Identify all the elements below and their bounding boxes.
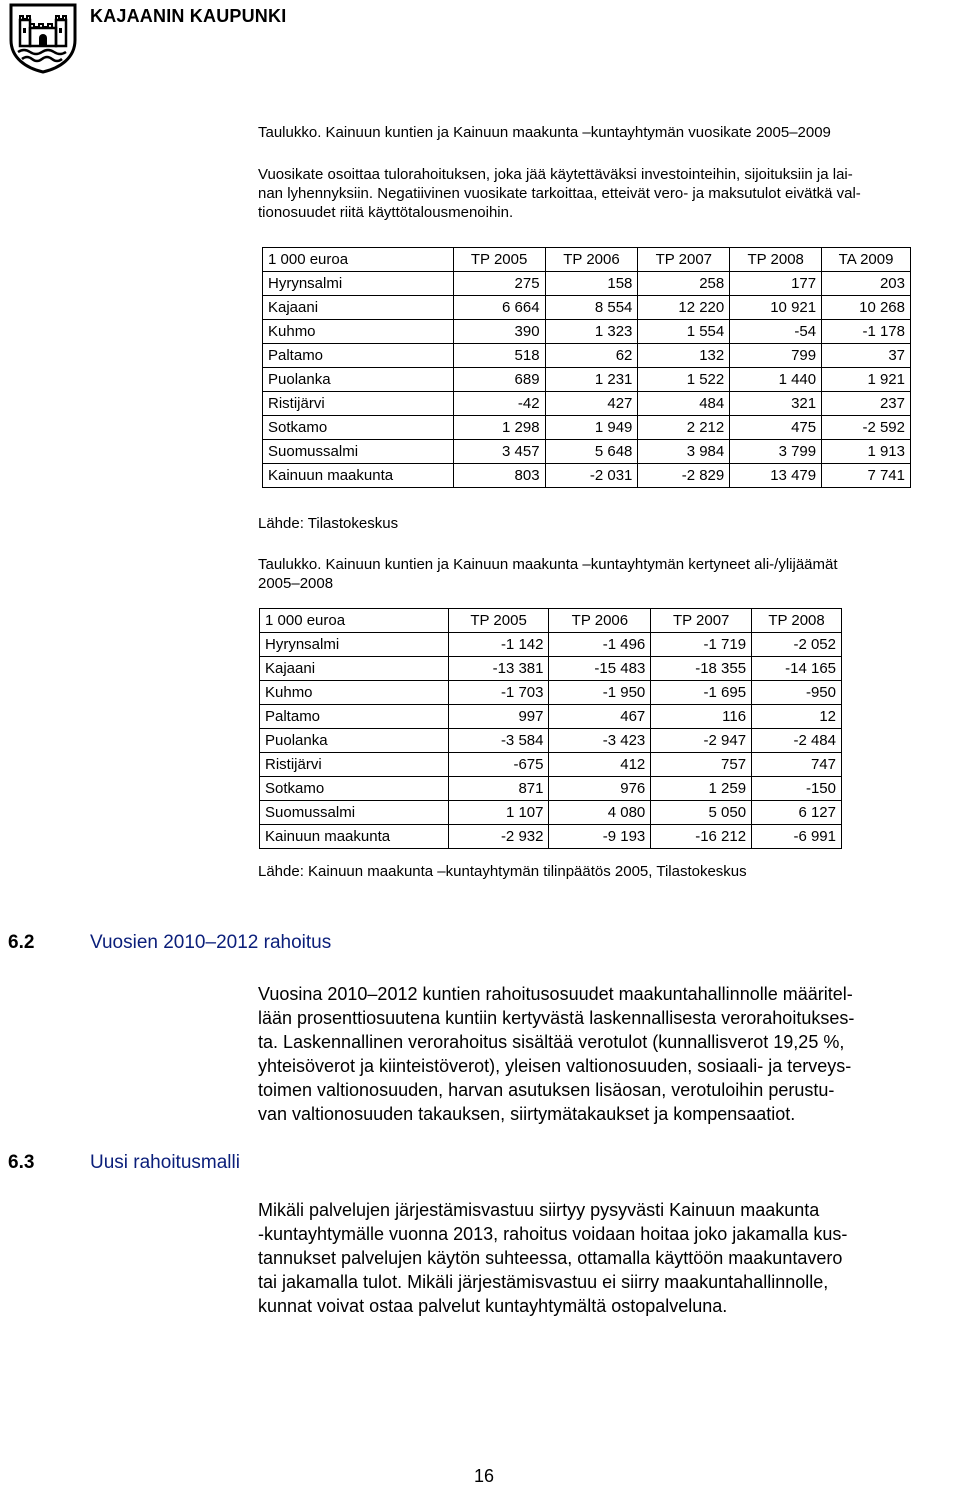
table-cell: 3 457 <box>453 440 545 464</box>
table-cell: 747 <box>752 753 842 777</box>
paragraph-line: Vuosina 2010–2012 kuntien rahoitusosuudet maakuntahallinnolle määritel- <box>258 984 853 1004</box>
paragraph-line: Mikäli palvelujen järjestämisvastuu siirtyy pysyvästi Kainuun maakunta <box>258 1200 820 1220</box>
table-cell: 1 913 <box>822 440 911 464</box>
table-cell: 3 984 <box>638 440 730 464</box>
table-cell: -9 193 <box>549 825 651 849</box>
coat-of-arms-icon <box>8 2 78 74</box>
table-row <box>260 753 842 777</box>
table-cell: Kajaani <box>263 296 454 320</box>
table-cell: 37 <box>822 344 911 368</box>
table-row <box>263 392 911 416</box>
table-cell: 427 <box>545 392 638 416</box>
table-cell: -950 <box>752 681 842 705</box>
table-cell: 390 <box>453 320 545 344</box>
table-cell: 132 <box>638 344 730 368</box>
table-cell: 177 <box>730 272 822 296</box>
table-row <box>263 416 911 440</box>
table1-caption: Taulukko. Kainuun kuntien ja Kainuun maakunta –kuntayhtymän vuosikate 2005–2009 <box>258 124 831 141</box>
table-cell: 1 440 <box>730 368 822 392</box>
table-cell: -1 142 <box>448 633 549 657</box>
paragraph-line: kunnat voivat ostaa palvelut kuntayhtymältä ostopalveluna. <box>258 1296 728 1316</box>
table-row <box>260 825 842 849</box>
column-header: TP 2005 <box>448 609 549 633</box>
table-cell: Sotkamo <box>260 777 449 801</box>
table-cell: -15 483 <box>549 657 651 681</box>
table-cell: -16 212 <box>651 825 752 849</box>
table-cell: 12 <box>752 705 842 729</box>
table-cell: 13 479 <box>730 464 822 488</box>
table-header-row <box>260 609 842 633</box>
table-cell: -6 991 <box>752 825 842 849</box>
table-cell: 799 <box>730 344 822 368</box>
table-cell: 1 949 <box>545 416 638 440</box>
table-cell: Kuhmo <box>260 681 449 705</box>
alijaama-table <box>259 608 842 849</box>
table-cell: 10 268 <box>822 296 911 320</box>
table-row <box>263 440 911 464</box>
column-header: TP 2008 <box>752 609 842 633</box>
section-6-2-paragraph <box>258 982 958 1126</box>
table-cell: 5 050 <box>651 801 752 825</box>
table-cell: -1 703 <box>448 681 549 705</box>
table-cell: Paltamo <box>263 344 454 368</box>
table-row <box>260 705 842 729</box>
table-row <box>260 801 842 825</box>
table-cell: 321 <box>730 392 822 416</box>
paragraph-line: -kuntayhtymälle vuonna 2013, rahoitus voidaan hoitaa joko jakamalla kus- <box>258 1224 848 1244</box>
table-cell: -2 031 <box>545 464 638 488</box>
column-header: TP 2008 <box>730 248 822 272</box>
table-cell: Hyrynsalmi <box>263 272 454 296</box>
table-cell: 3 799 <box>730 440 822 464</box>
column-header: TP 2007 <box>638 248 730 272</box>
table-cell: 10 921 <box>730 296 822 320</box>
table-cell: 467 <box>549 705 651 729</box>
table-cell: 976 <box>549 777 651 801</box>
caption-line: 2005–2008 <box>258 575 334 592</box>
table-cell: Kajaani <box>260 657 449 681</box>
table2-caption <box>258 555 958 593</box>
table-cell: 1 323 <box>545 320 638 344</box>
table-row <box>263 272 911 296</box>
column-header: TP 2006 <box>545 248 638 272</box>
section-heading-6-3 <box>8 1152 240 1174</box>
table-cell: -42 <box>453 392 545 416</box>
table-cell: -13 381 <box>448 657 549 681</box>
table-cell: -3 584 <box>448 729 549 753</box>
table-row <box>260 657 842 681</box>
table-cell: 518 <box>453 344 545 368</box>
table-cell: -3 423 <box>549 729 651 753</box>
table-cell: -2 484 <box>752 729 842 753</box>
table-row <box>260 729 842 753</box>
table-cell: 12 220 <box>638 296 730 320</box>
table-cell: -18 355 <box>651 657 752 681</box>
table-cell: -675 <box>448 753 549 777</box>
paragraph-line: yhteisöverot ja kiinteistöverot), yleisen valtionosuuden, sosiaali- ja terveys- <box>258 1056 852 1076</box>
table-row <box>263 320 911 344</box>
paragraph-line: tannukset palvelujen käytön suhteessa, ottamalla käyttöön maakuntavero <box>258 1248 843 1268</box>
paragraph-line: toimen valtionosuuden, harvan asutuksen lisäosan, verotuloihin perustu- <box>258 1080 835 1100</box>
table-cell: -2 052 <box>752 633 842 657</box>
table-row <box>260 681 842 705</box>
table-cell: -150 <box>752 777 842 801</box>
table-cell: 1 107 <box>448 801 549 825</box>
table-cell: -2 829 <box>638 464 730 488</box>
table-cell: -2 932 <box>448 825 549 849</box>
table-cell: 1 231 <box>545 368 638 392</box>
table-cell: 871 <box>448 777 549 801</box>
table-cell: 475 <box>730 416 822 440</box>
table-cell: -54 <box>730 320 822 344</box>
section-number: 6.2 <box>8 932 35 953</box>
vuosikate-table <box>262 247 911 488</box>
paragraph-line: Vuosikate osoittaa tulorahoituksen, joka jää käytettäväksi investointeihin, sijoituksiin ja lai- <box>258 166 853 183</box>
table-row <box>263 368 911 392</box>
paragraph-line: ta. Laskennallinen verorahoitus sisältää verotulot (kunnallisverot 19,25 %, <box>258 1032 845 1052</box>
table-cell: 6 664 <box>453 296 545 320</box>
paragraph-line: nan lyhennyksiin. Negatiivinen vuosikate tarkoittaa, etteivät vero- ja maksutulot eivätkä val- <box>258 185 861 202</box>
table-cell: 1 921 <box>822 368 911 392</box>
table-cell: 7 741 <box>822 464 911 488</box>
section-6-3-paragraph <box>258 1198 958 1318</box>
section-title: Vuosien 2010–2012 rahoitus <box>90 932 332 953</box>
column-header: TP 2005 <box>453 248 545 272</box>
table-row <box>260 777 842 801</box>
table2-source: Lähde: Kainuun maakunta –kuntayhtymän tilinpäätös 2005, Tilastokeskus <box>258 863 747 880</box>
table-cell: 6 127 <box>752 801 842 825</box>
table-cell: 1 259 <box>651 777 752 801</box>
caption-line: Taulukko. Kainuun kuntien ja Kainuun maakunta –kuntayhtymän kertyneet ali-/ylijäämät <box>258 556 838 573</box>
table-cell: 258 <box>638 272 730 296</box>
organization-name: KAJAANIN KAUPUNKI <box>90 6 287 26</box>
table-cell: 484 <box>638 392 730 416</box>
table-cell: 275 <box>453 272 545 296</box>
table-cell: -2 947 <box>651 729 752 753</box>
table-cell: 237 <box>822 392 911 416</box>
table-cell: Paltamo <box>260 705 449 729</box>
table-cell: 757 <box>651 753 752 777</box>
table-cell: Kainuun maakunta <box>263 464 454 488</box>
column-header: 1 000 euroa <box>260 609 449 633</box>
table-row <box>263 464 911 488</box>
table-cell: 689 <box>453 368 545 392</box>
table-cell: 62 <box>545 344 638 368</box>
column-header: TP 2006 <box>549 609 651 633</box>
section-title: Uusi rahoitusmalli <box>90 1152 240 1173</box>
table-cell: -1 950 <box>549 681 651 705</box>
table-cell: -1 695 <box>651 681 752 705</box>
table-cell: Ristijärvi <box>263 392 454 416</box>
table-cell: -1 496 <box>549 633 651 657</box>
table-cell: Puolanka <box>263 368 454 392</box>
table-cell: Suomussalmi <box>263 440 454 464</box>
table-cell: 412 <box>549 753 651 777</box>
page-number: 16 <box>474 1466 495 1486</box>
table-cell: 1 554 <box>638 320 730 344</box>
table-cell: -1 178 <box>822 320 911 344</box>
table-cell: 4 080 <box>549 801 651 825</box>
table-cell: Puolanka <box>260 729 449 753</box>
table-cell: 203 <box>822 272 911 296</box>
table-cell: 997 <box>448 705 549 729</box>
table-cell: 1 298 <box>453 416 545 440</box>
paragraph-line: van valtionosuuden takauksen, siirtymätakaukset ja kompensaatiot. <box>258 1104 796 1124</box>
column-header: 1 000 euroa <box>263 248 454 272</box>
table-cell: -2 592 <box>822 416 911 440</box>
table-cell: Sotkamo <box>263 416 454 440</box>
section-heading-6-2 <box>8 932 331 954</box>
table-cell: 8 554 <box>545 296 638 320</box>
table-row <box>260 633 842 657</box>
table-cell: Suomussalmi <box>260 801 449 825</box>
column-header: TA 2009 <box>822 248 911 272</box>
table-row <box>263 344 911 368</box>
vuosikate-paragraph <box>258 165 958 222</box>
paragraph-line: tionosuudet riitä käyttötalousmenoihin. <box>258 204 514 221</box>
table-row <box>263 296 911 320</box>
table-cell: Ristijärvi <box>260 753 449 777</box>
table-cell: 1 522 <box>638 368 730 392</box>
table-cell: 158 <box>545 272 638 296</box>
paragraph-line: tai jakamalla tulot. Mikäli järjestämisvastuu ei siirry maakuntahallinnolle, <box>258 1272 829 1292</box>
table1-source: Lähde: Tilastokeskus <box>258 515 399 532</box>
table-cell: -14 165 <box>752 657 842 681</box>
table-cell: Hyrynsalmi <box>260 633 449 657</box>
table-cell: Kainuun maakunta <box>260 825 449 849</box>
table-header-row <box>263 248 911 272</box>
table-cell: 116 <box>651 705 752 729</box>
column-header: TP 2007 <box>651 609 752 633</box>
paragraph-line: lään prosenttiosuutena kuntiin kertyvästä laskennallisesta verorahoitukses- <box>258 1008 855 1028</box>
table-cell: -1 719 <box>651 633 752 657</box>
table-cell: 5 648 <box>545 440 638 464</box>
section-number: 6.3 <box>8 1152 35 1173</box>
table-cell: 2 212 <box>638 416 730 440</box>
table-cell: Kuhmo <box>263 320 454 344</box>
table-cell: 803 <box>453 464 545 488</box>
